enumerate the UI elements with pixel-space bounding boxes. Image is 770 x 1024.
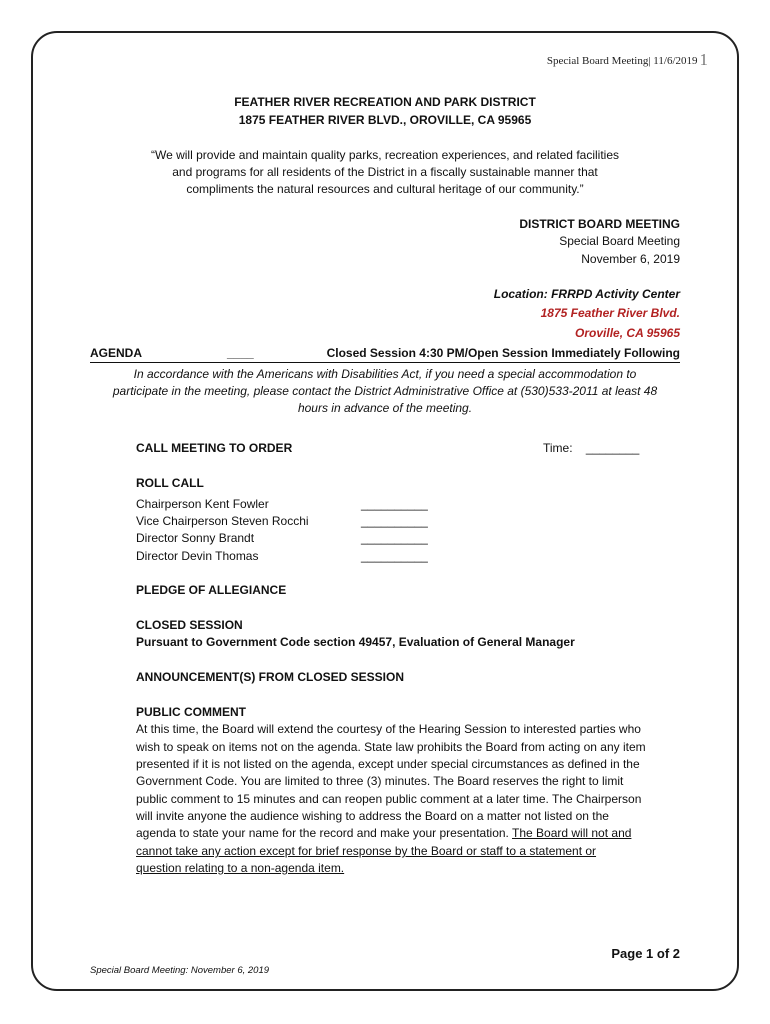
meeting-date: November 6, 2019	[581, 252, 680, 266]
running-header	[547, 50, 708, 70]
agenda-label: AGENDA	[90, 346, 143, 360]
header-page-number: 1	[699, 50, 708, 69]
closed-session-heading: CLOSED SESSION	[136, 618, 243, 632]
agenda-session-time: Closed Session 4:30 PM/Open Session Immediately Following	[326, 346, 680, 360]
district-address: 1875 FEATHER RIVER BLVD., OROVILLE, CA 95965	[238, 113, 532, 127]
location-label: Location: FRRPD Activity Center	[493, 287, 680, 301]
district-name: FEATHER RIVER RECREATION AND PARK DISTRICT	[234, 95, 536, 109]
footer-text: Special Board Meeting: November 6, 2019	[90, 965, 270, 976]
public-comment-line: public comment to 15 minutes and can reopen public comment at a later time. The Chairperson	[136, 792, 642, 806]
time-field	[543, 441, 639, 455]
meeting-type: Special Board Meeting	[559, 234, 680, 248]
no-action-notice-line: cannot take any action except for brief response by the Board or staff to a statement or	[136, 844, 597, 858]
public-comment-line: At this time, the Board will extend the courtesy of the Hearing Session to interested parties who	[136, 722, 641, 736]
agenda-bar	[90, 346, 680, 363]
public-comment-line: Government Code. You are limited to three (3) minutes. The Board reserves the right to limit	[136, 774, 624, 788]
agenda-spacer: ____	[227, 346, 254, 360]
call-to-order: CALL MEETING TO ORDER	[136, 441, 293, 455]
roll-member-name: Chairperson Kent Fowler	[136, 497, 269, 511]
announcements-heading: ANNOUNCEMENT(S) FROM CLOSED SESSION	[136, 670, 405, 684]
pledge-heading: PLEDGE OF ALLEGIANCE	[136, 583, 287, 597]
running-title: Special Board Meeting| 11/6/2019	[546, 55, 698, 67]
mission-line-3: compliments the natural resources and cultural heritage of our community.”	[186, 182, 584, 196]
public-comment-line: will invite anyone the audience wishing to address the Board on a matter not listed on the	[136, 809, 609, 823]
ada-line-2: participate in the meeting, please contact the District Administrative Office at (530)533-2011 at least 48	[112, 384, 658, 398]
closed-session-detail: Pursuant to Government Code section 49457, Evaluation of General Manager	[136, 635, 575, 649]
public-comment-line: wish to speak on items not on the agenda. State law prohibits the Board from acting on any item	[136, 740, 646, 754]
meeting-heading: DISTRICT BOARD MEETING	[519, 217, 680, 231]
time-label: Time:	[543, 441, 573, 455]
page-label: Page 1 of 2	[611, 946, 680, 961]
public-comment-line: presented if it is not listed on the agenda, except under special circumstances as defined in the	[136, 757, 640, 771]
roll-call-heading: ROLL CALL	[136, 476, 204, 490]
roll-member-name: Director Devin Thomas	[136, 549, 259, 563]
no-action-notice-line: question relating to a non-agenda item.	[136, 861, 345, 875]
roll-member-blank: __________	[361, 549, 428, 563]
roll-member-name: Vice Chairperson Steven Rocchi	[136, 514, 309, 528]
no-action-notice: The Board will not and	[512, 826, 632, 840]
ada-line-1: In accordance with the Americans with Disabilities Act, if you need a special accommodation to	[133, 367, 637, 381]
ada-line-3: hours in advance of the meeting.	[297, 401, 473, 415]
mission-line-2: and programs for all residents of the District in a fiscally sustainable manner that	[172, 165, 598, 179]
location-city: Oroville, CA 95965	[575, 326, 680, 340]
public-comment-heading: PUBLIC COMMENT	[136, 705, 246, 719]
roll-member-blank: __________	[361, 531, 428, 545]
roll-member-name: Director Sonny Brandt	[136, 531, 255, 545]
public-comment-line	[136, 826, 631, 840]
time-blank: ________	[585, 441, 640, 455]
roll-member-blank: __________	[361, 497, 428, 511]
mission-line-1: “We will provide and maintain quality parks, recreation experiences, and related facilities	[150, 148, 619, 162]
roll-member-blank: __________	[361, 514, 428, 528]
public-comment-line-text: agenda to state your name for the record and make your presentation.	[136, 826, 513, 840]
location-street: 1875 Feather River Blvd.	[540, 306, 680, 320]
